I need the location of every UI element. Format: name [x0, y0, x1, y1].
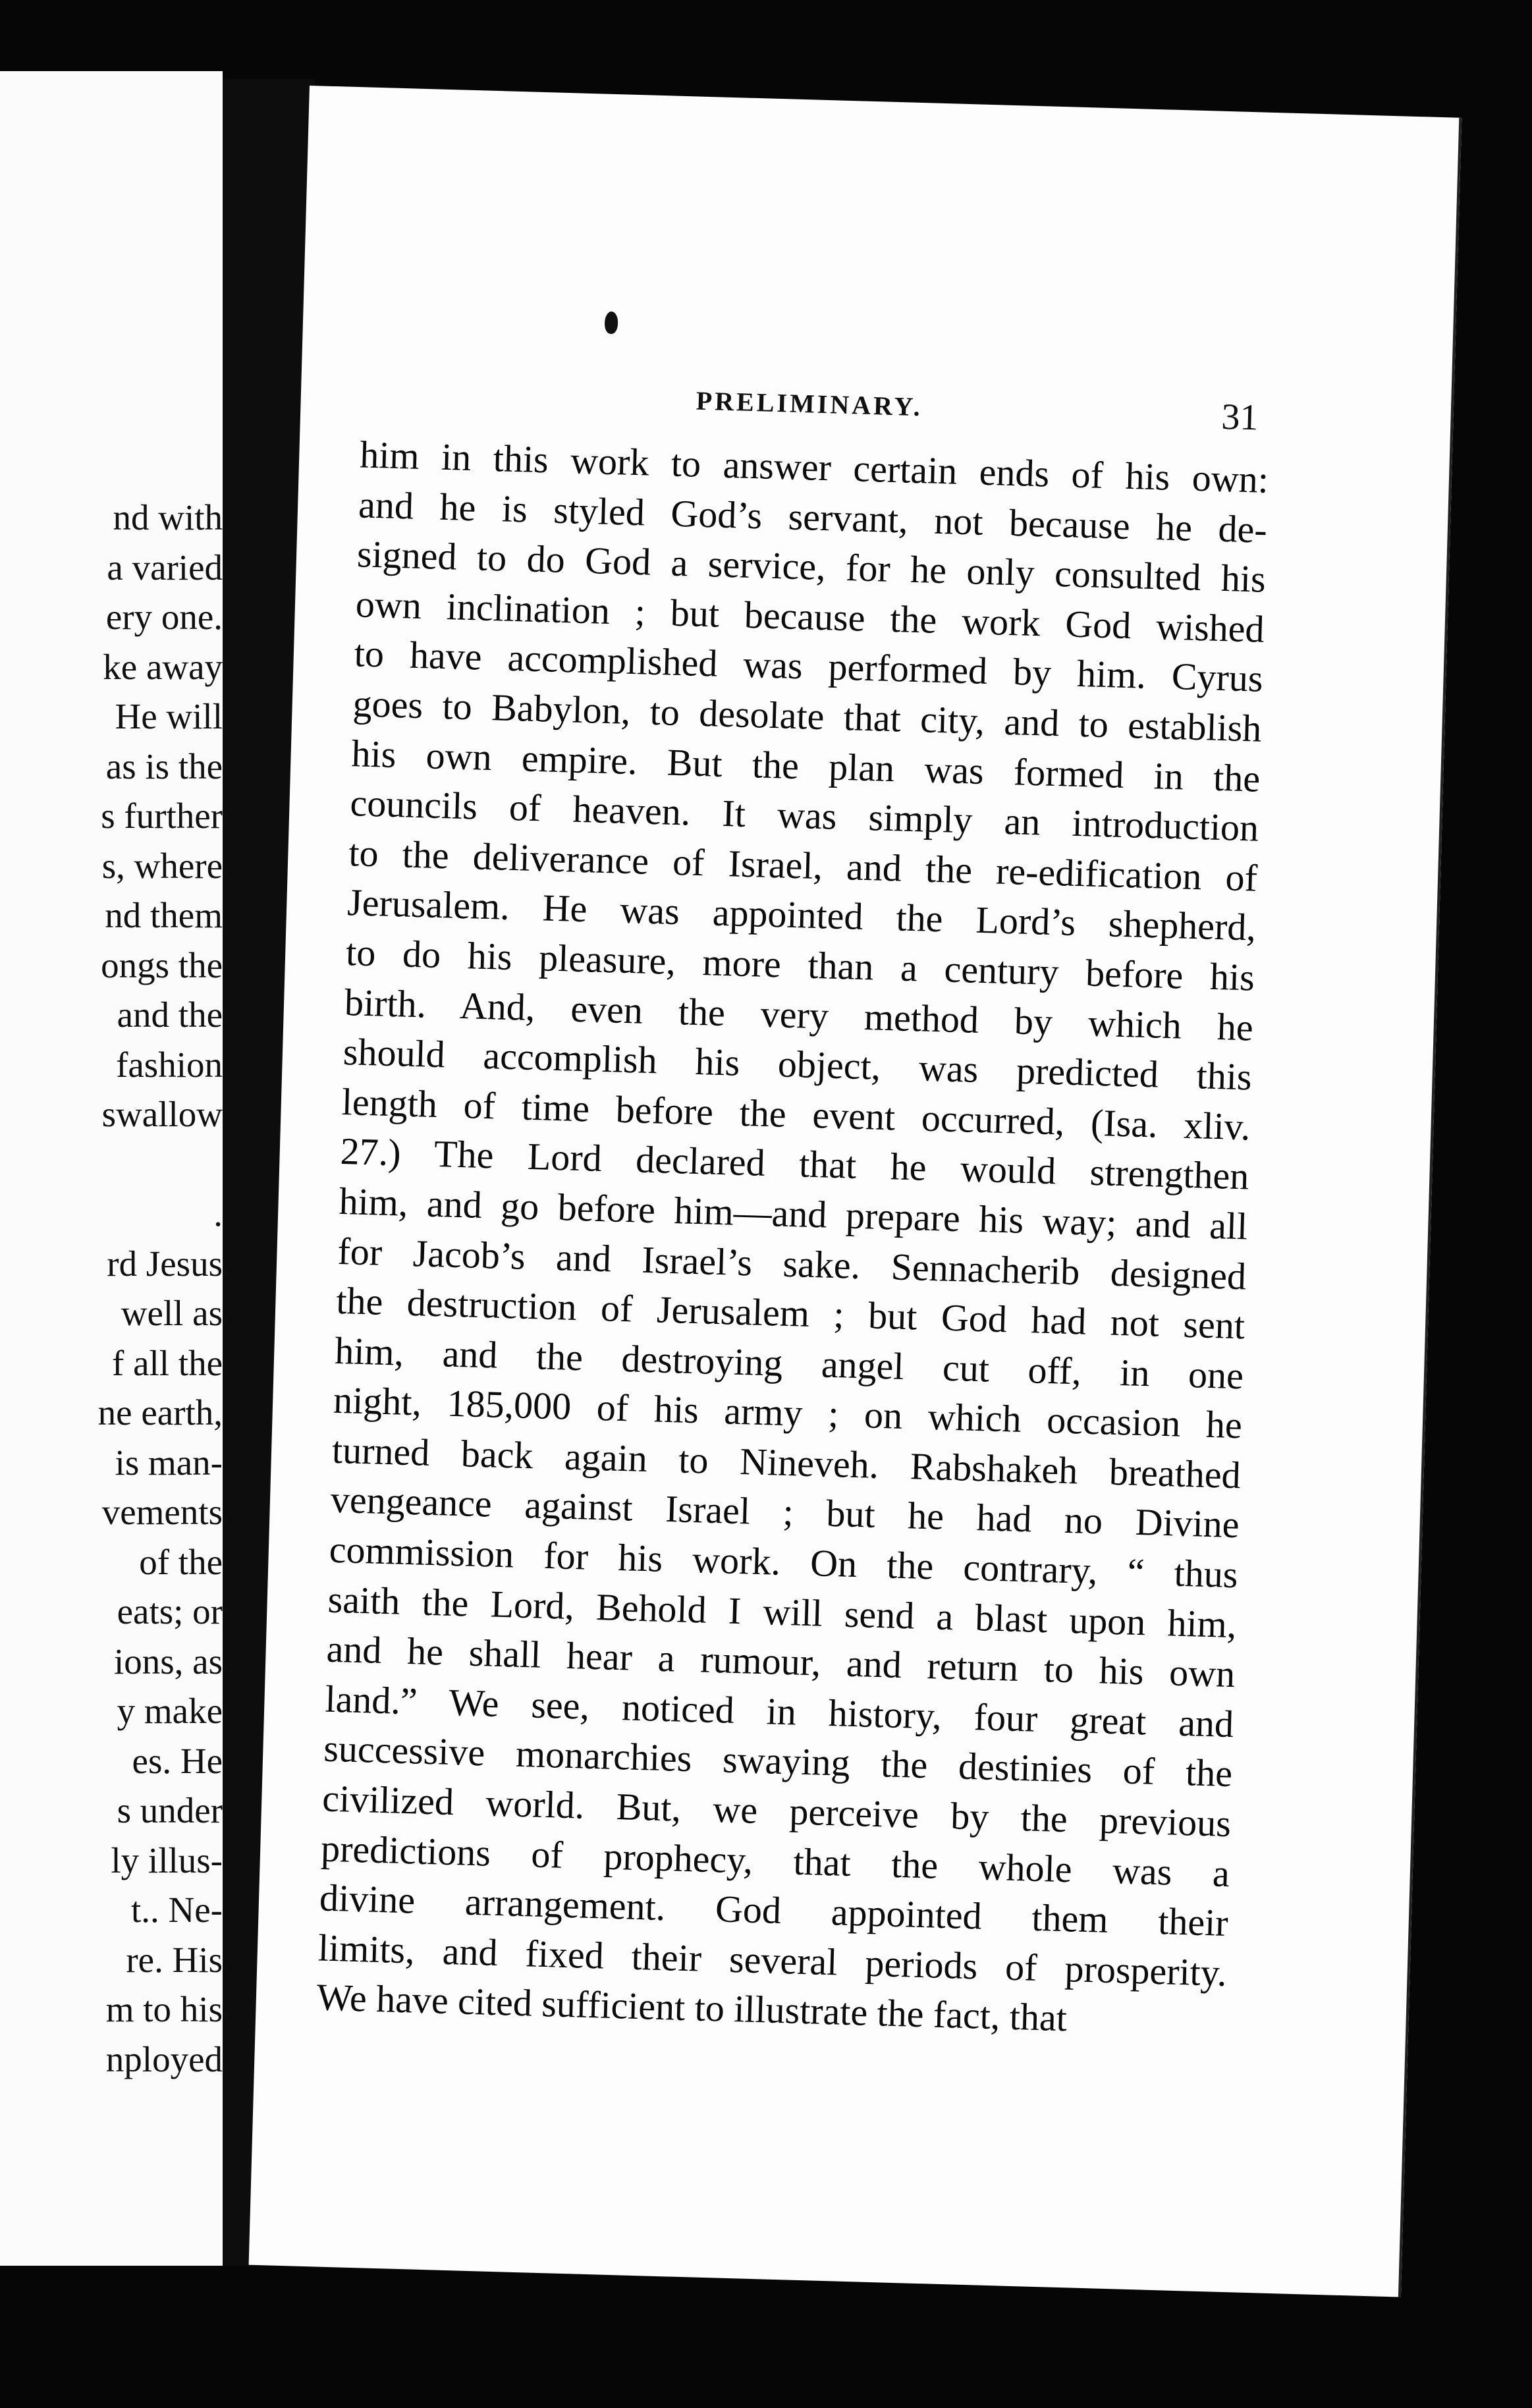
left-page-line: s, where: [101, 845, 223, 886]
text-line: vengeance against Israel ; but he had no Divine: [330, 1478, 1240, 1546]
text-line: divine arrangement. God appointed them their: [319, 1876, 1229, 1945]
text-line: and he shall hear a rumour, and return to his own: [325, 1627, 1236, 1696]
text-line: councils of heaven. It was simply an introduction: [349, 781, 1259, 850]
text-line: goes to Babylon, to desolate that city, and to establish: [352, 682, 1263, 750]
text-line: Jerusalem. He was appointed the Lord’s shepherd,: [346, 881, 1257, 949]
left-page-line: t.. Ne-: [131, 1890, 223, 1930]
left-page-line: and the: [117, 995, 223, 1035]
left-page: [0, 71, 223, 2266]
left-page-line: well as: [121, 1293, 223, 1333]
left-page-line: ery one.: [105, 597, 223, 637]
left-page-line: s further: [101, 796, 223, 836]
left-page-line: f all the: [112, 1342, 223, 1383]
running-head: PRELIMINARY.: [696, 385, 923, 422]
left-page-text: [0, 493, 223, 2084]
left-page-line: is man-: [115, 1442, 223, 1483]
left-page-line: nd with: [113, 497, 223, 537]
text-line: We have cited sufficient to illustrate the fact, that: [316, 1975, 1068, 2040]
text-line: successive monarchies swaying the destinies of the: [323, 1727, 1233, 1795]
left-page-line: ions, as: [114, 1641, 223, 1682]
text-line: birth. And, even the very method by which he: [344, 980, 1254, 1049]
left-page-line: of the: [139, 1541, 223, 1582]
left-page-line: s under: [117, 1790, 223, 1830]
body-text: [316, 429, 1269, 2048]
left-page-line: nployed: [105, 2039, 223, 2079]
left-page-line: eats; or: [117, 1591, 223, 1631]
text-line: 27.) The Lord declared that he would strengthen: [339, 1130, 1250, 1198]
left-page-line: as is the: [105, 746, 223, 786]
left-page-line: m to his: [105, 1989, 223, 2029]
text-line: to have accomplished was performed by him. Cyrus: [354, 632, 1264, 701]
left-page-line: rd Jesus: [107, 1243, 223, 1284]
left-page-line: ke away: [103, 646, 223, 687]
left-page-line: ongs the: [101, 944, 223, 985]
text-line: predictions of prophecy, that the whole was a: [320, 1826, 1230, 1895]
text-line: night, 185,000 of his army ; on which occasion he: [333, 1379, 1243, 1447]
left-page-line: nd them: [105, 895, 223, 935]
printer-ornament: [605, 312, 618, 335]
left-page-line: y make: [117, 1691, 223, 1731]
right-page: [249, 86, 1462, 2297]
text-line: him in this work to answer certain ends of his own:: [359, 433, 1269, 501]
left-page-line: re. His: [126, 1939, 223, 1980]
text-line: should accomplish his object, was predicted this: [342, 1030, 1253, 1099]
text-line: for Jacob’s and Israel’s sake. Sennacherib designed: [337, 1229, 1247, 1298]
left-page-line: fashion: [116, 1044, 223, 1085]
text-line: length of time before the event occurred, (Isa. xliv.: [341, 1080, 1251, 1149]
text-line: signed to do God a service, for he only consulted his: [356, 532, 1267, 601]
left-page-line: es. He: [132, 1740, 223, 1781]
left-page-line: swallow: [101, 1094, 223, 1134]
page-number: 31: [1220, 396, 1259, 439]
left-page-line: He will: [115, 696, 223, 736]
left-page-line: [82, 1139, 223, 1190]
left-page-line: vements: [101, 1492, 223, 1532]
text-line: civilized world. But, we perceive by the previous: [321, 1776, 1232, 1846]
left-page-line: ly illus-: [111, 1840, 223, 1880]
text-line: him, and the destroying angel cut off, in one: [334, 1328, 1244, 1398]
text-line: limits, and fixed their several periods of prosperity.: [317, 1926, 1228, 1994]
left-page-line: a varied: [107, 547, 223, 588]
text-line: to do his pleasure, more than a century before his: [345, 931, 1255, 999]
text-line: him, and go before him—and prepare his way; and all: [338, 1179, 1249, 1248]
text-line: to the deliverance of Israel, and the re-edification of: [348, 831, 1258, 900]
text-line: commission for his work. On the contrary, “ thus: [329, 1527, 1239, 1597]
text-line: the destruction of Jerusalem ; but God had not sent: [335, 1278, 1245, 1348]
text-line: turned back again to Nineveh. Rabshakeh breathed: [331, 1428, 1242, 1497]
text-line: his own empire. But the plan was formed in the: [350, 731, 1261, 800]
left-page-line: .: [213, 1193, 223, 1234]
text-line: land.” We see, noticed in history, four great and: [324, 1677, 1234, 1745]
text-line: own inclination ; but because the work God wished: [355, 582, 1265, 651]
text-line: and he is styled God’s servant, not because he de-: [358, 482, 1268, 551]
text-line: saith the Lord, Behold I will send a blast upon him,: [327, 1577, 1238, 1646]
left-page-line: ne earth,: [97, 1392, 223, 1433]
